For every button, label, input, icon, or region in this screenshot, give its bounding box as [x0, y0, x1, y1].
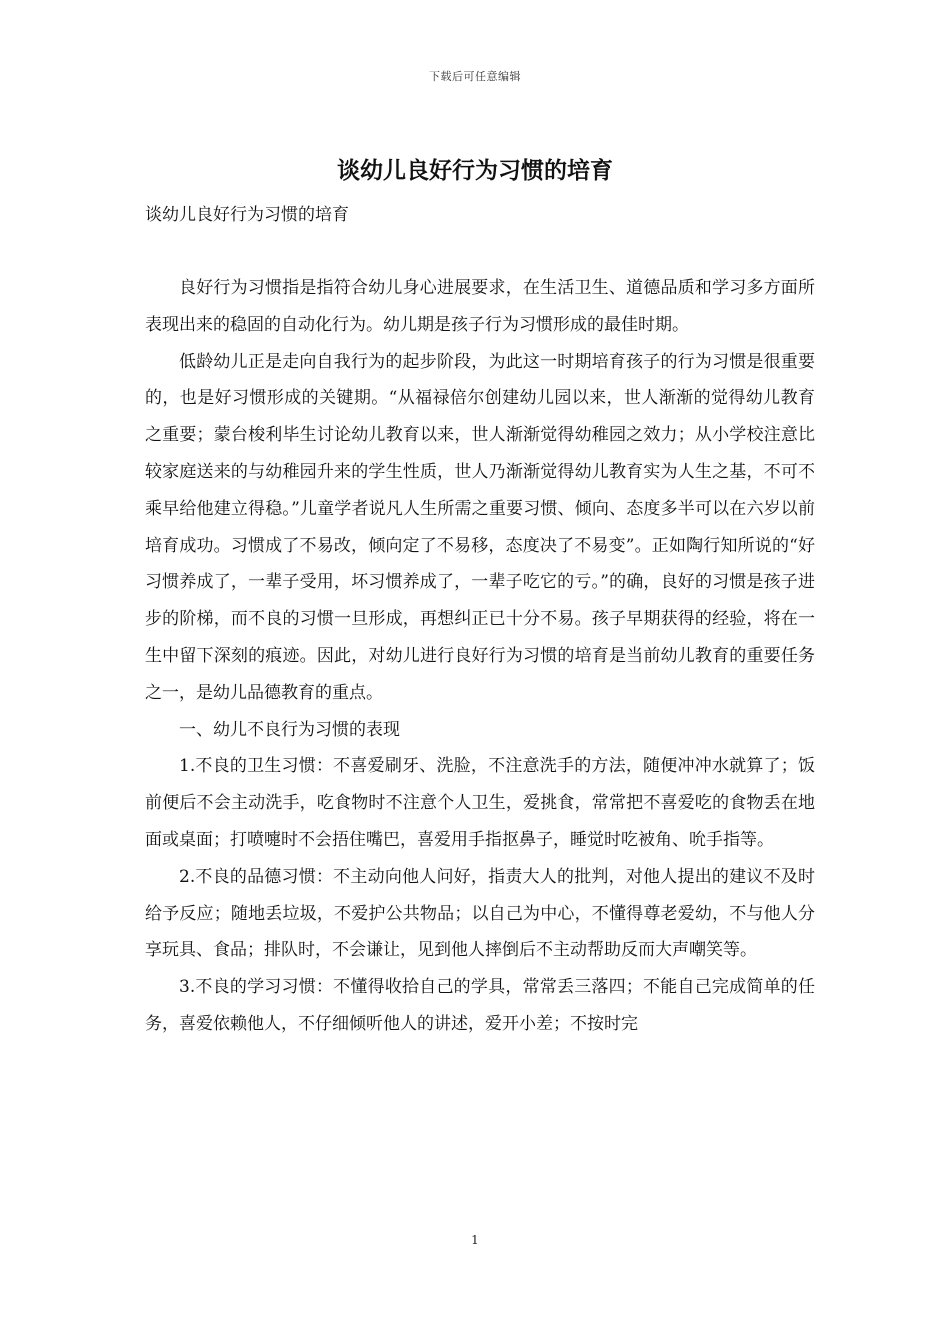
page-number: 1 — [471, 1233, 479, 1247]
paragraph-intro: 良好行为习惯指是指符合幼儿身心进展要求，在生活卫生、道德品质和学习多方面所表现出来的稳固的自动化行为。幼儿期是孩子行为习惯形成的最佳时期。 — [145, 278, 815, 335]
paragraph-key-period: 低龄幼儿正是走向自我行为的起步阶段，为此这一时期培育孩子的行为习惯是很重要的，也是好习惯形成的关键期。“从福禄倍尔创建幼儿园以来，世人渐渐的觉得幼儿教育之重要；蒙台梭利毕生讨论幼儿教育以来，世人渐渐觉得幼稚园之效力；从小学校注意比较家庭送来的与幼稚园升来的学生性质，世人乃渐渐觉得幼儿教育实为人生之基，不可不乘早给他建立得稳。”儿童学者说凡人生所需之重要习惯、倾向、态度多半可以在六岁以前培育成功。习惯成了不易改，倾向定了不易移，态度决了不易变”。正如陶行知所说的“好习惯养成了，一辈子受用，坏习惯养成了，一辈子吃它的亏。”的确，良好的习惯是孩子进步的阶梯，而不良的习惯一旦形成，再想纠正已十分不易。孩子早期获得的经验，将在一生中留下深刻的痕迹。因此，对幼儿进行良好行为习惯的培育是当前幼儿教育的重要任务之一，是幼儿品德教育的重点。 — [145, 351, 815, 703]
header-note: 下载后可任意编辑 — [429, 70, 521, 83]
paragraph-hygiene-habits: 1.不良的卫生习惯：不喜爱刷牙、洗脸，不注意洗手的方法，随便冲冲水就算了；饭前便后不会主动洗手，吃食物时不注意个人卫生，爱挑食，常常把不喜爱吃的食物丢在地面或桌面；打喷嚏时不会捂住嘴巴，喜爱用手指抠鼻子，睡觉时吃被角、吮手指等。 — [145, 756, 815, 850]
section-heading: 一、幼儿不良行为习惯的表现 — [179, 719, 400, 740]
paragraph-study-habits: 3.不良的学习习惯：不懂得收拾自己的学具，常常丢三落四；不能自己完成简单的任务，喜爱依赖他人，不仔细倾听他人的讲述，爱开小差；不按时完 — [145, 977, 815, 1034]
document-title: 谈幼儿良好行为习惯的培育 — [337, 157, 613, 184]
document-subtitle: 谈幼儿良好行为习惯的培育 — [145, 205, 349, 225]
document-body — [145, 270, 815, 1043]
paragraph-moral-habits: 2.不良的品德习惯：不主动向他人问好，指责大人的批判，对他人提出的建议不及时给予反应；随地丢垃圾，不爱护公共物品；以自己为中心，不懂得尊老爱幼，不与他人分享玩具、食品；排队时，不会谦让，见到他人摔倒后不主动帮助反而大声嘲笑等。 — [145, 866, 815, 961]
